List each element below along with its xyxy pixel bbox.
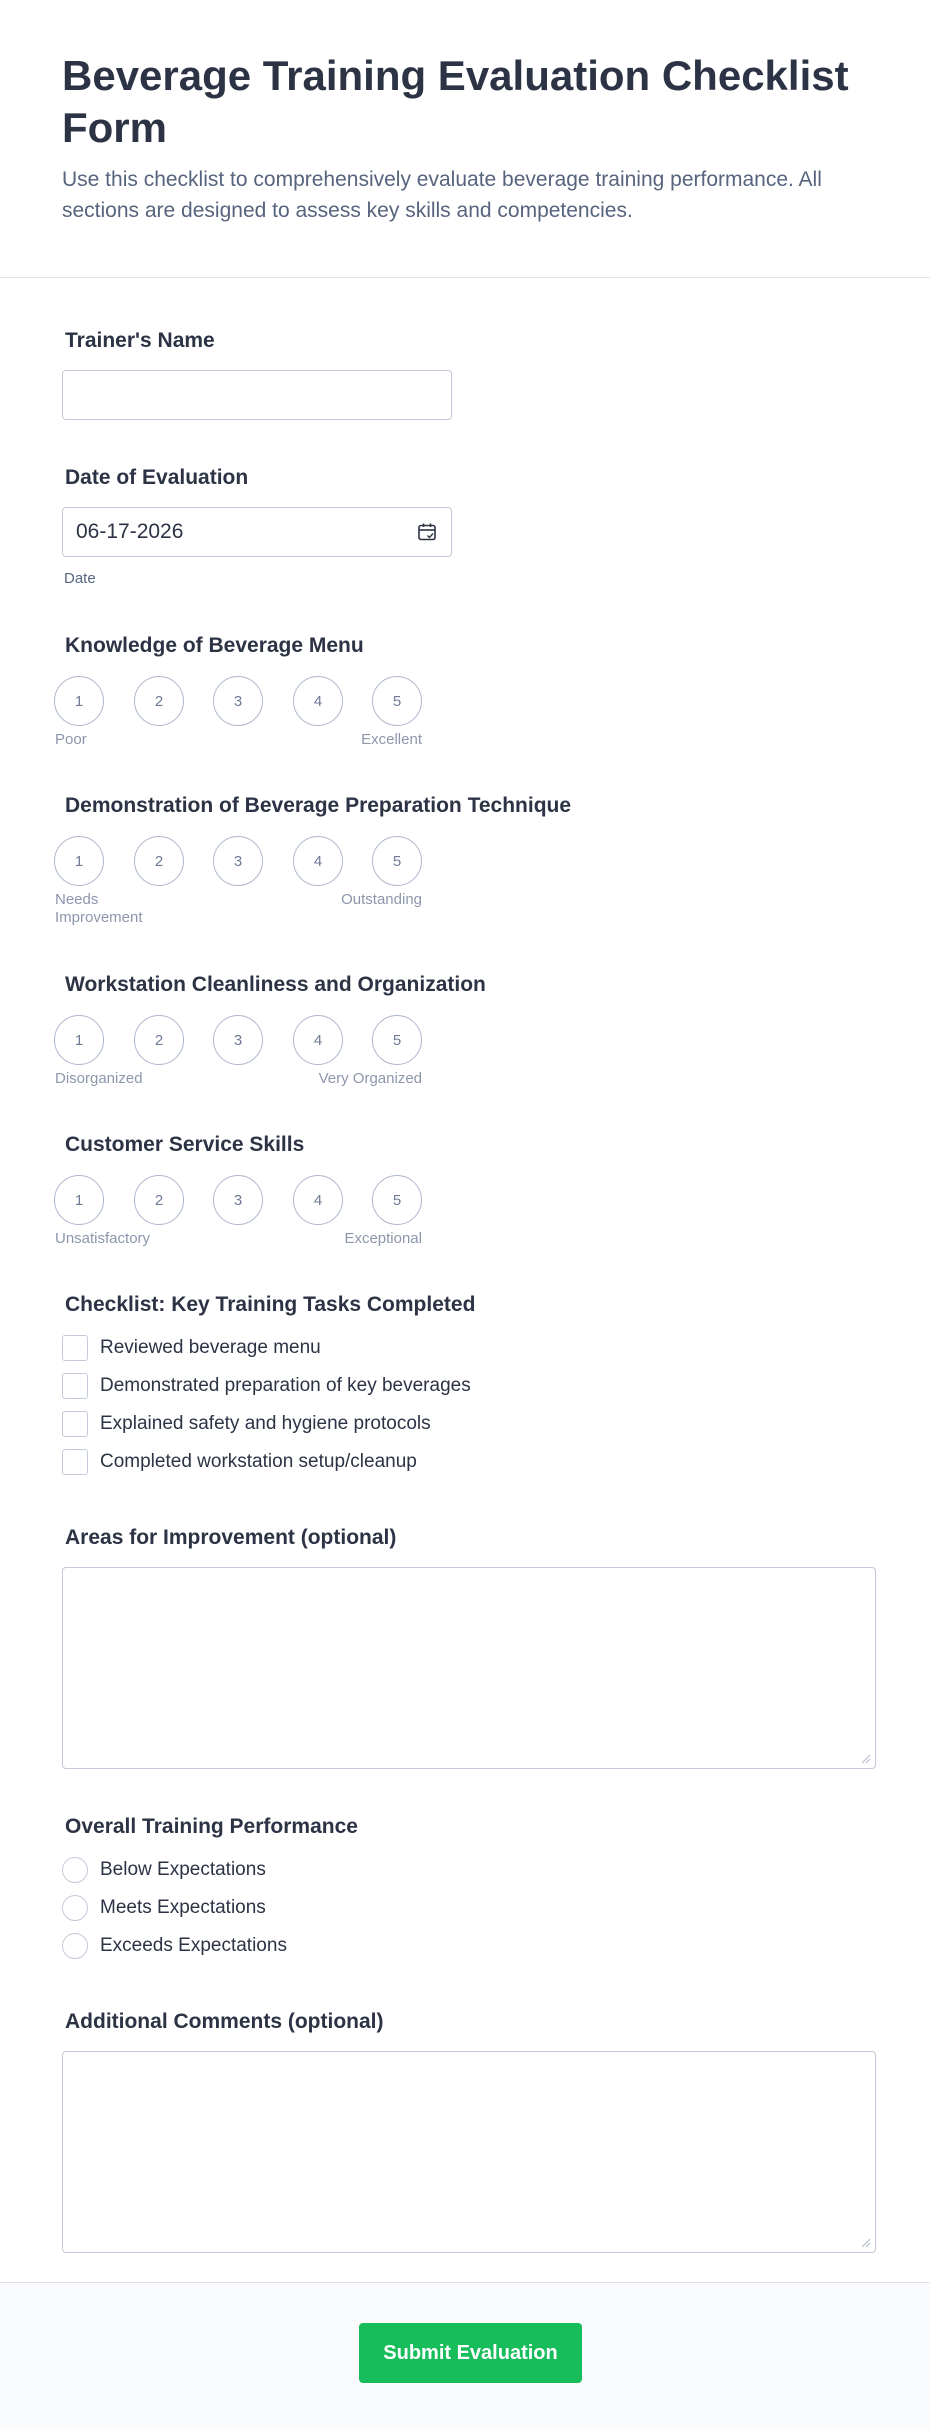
rating-low-label: Unsatisfactory [55, 1230, 151, 1247]
rating-option-4[interactable]: 4 [293, 1015, 343, 1065]
radio-button[interactable] [62, 1895, 88, 1921]
comments-label: Additional Comments (optional) [65, 2010, 384, 2033]
overall-option[interactable] [62, 1932, 287, 1960]
rating-cleanliness [54, 1015, 434, 1067]
resize-handle-icon[interactable] [861, 2238, 871, 2248]
checklist-item-label: Demonstrated preparation of key beverages [100, 1375, 471, 1396]
rating-option-3[interactable]: 3 [213, 1015, 263, 1065]
evaluation-date-input[interactable] [62, 507, 452, 557]
trainer-name-input[interactable] [62, 370, 452, 420]
evaluation-date-sublabel: Date [64, 570, 96, 587]
improvement-label: Areas for Improvement (optional) [65, 1526, 397, 1549]
rating-option-1[interactable]: 1 [54, 676, 104, 726]
rating-option-1[interactable]: 1 [54, 1175, 104, 1225]
form-footer [0, 2282, 930, 2429]
checklist-item[interactable] [62, 1410, 431, 1438]
resize-handle-icon[interactable] [861, 1754, 871, 1764]
rating-option-2[interactable]: 2 [134, 836, 184, 886]
rating-menu-knowledge-label: Knowledge of Beverage Menu [65, 634, 364, 657]
checklist-item-label: Completed workstation setup/cleanup [100, 1451, 417, 1472]
checkbox[interactable] [62, 1449, 88, 1475]
evaluation-date-value: 06-17-2026 [76, 520, 184, 543]
rating-high-label: Exceptional [344, 1230, 422, 1247]
checkbox[interactable] [62, 1411, 88, 1437]
form-title: Beverage Training Evaluation Checklist Form [62, 52, 849, 151]
overall-option-label: Exceeds Expectations [100, 1935, 287, 1956]
trainer-name-label: Trainer's Name [65, 329, 215, 352]
form-header [0, 0, 930, 278]
rating-option-5[interactable]: 5 [372, 1175, 422, 1225]
checklist-item[interactable] [62, 1448, 417, 1476]
comments-textarea[interactable] [62, 2051, 876, 2253]
rating-low-label: Needs Improvement [55, 891, 143, 926]
form-description: Use this checklist to comprehensively evaluate beverage training performance. All sections are designed to assess key skills and competencies. [62, 168, 822, 222]
rating-option-2[interactable]: 2 [134, 1175, 184, 1225]
radio-button[interactable] [62, 1933, 88, 1959]
rating-high-label: Very Organized [318, 1070, 422, 1087]
rating-preparation [54, 836, 434, 888]
checklist-item[interactable] [62, 1334, 321, 1362]
overall-option-label: Meets Expectations [100, 1897, 266, 1918]
checklist-item-label: Reviewed beverage menu [100, 1337, 321, 1358]
rating-high-label: Excellent [361, 731, 422, 748]
evaluation-date-label: Date of Evaluation [65, 466, 249, 489]
rating-option-2[interactable]: 2 [134, 1015, 184, 1065]
checkbox[interactable] [62, 1335, 88, 1361]
calendar-icon[interactable] [417, 522, 437, 542]
rating-low-label: Poor [55, 731, 87, 748]
checklist-item[interactable] [62, 1372, 471, 1400]
rating-menu-knowledge [54, 676, 434, 728]
checklist-label: Checklist: Key Training Tasks Completed [65, 1293, 476, 1316]
rating-option-5[interactable]: 5 [372, 676, 422, 726]
submit-evaluation-button[interactable]: Submit Evaluation [359, 2323, 582, 2383]
overall-option[interactable] [62, 1856, 266, 1884]
rating-low-label: Disorganized [55, 1070, 143, 1087]
rating-option-2[interactable]: 2 [134, 676, 184, 726]
overall-performance-label: Overall Training Performance [65, 1815, 358, 1838]
rating-option-3[interactable]: 3 [213, 676, 263, 726]
rating-customer-service-label: Customer Service Skills [65, 1133, 305, 1156]
rating-preparation-label: Demonstration of Beverage Preparation Technique [65, 794, 572, 817]
checkbox[interactable] [62, 1373, 88, 1399]
rating-option-1[interactable]: 1 [54, 1015, 104, 1065]
improvement-textarea[interactable] [62, 1567, 876, 1769]
overall-option[interactable] [62, 1894, 266, 1922]
overall-option-label: Below Expectations [100, 1859, 266, 1880]
rating-customer-service [54, 1175, 434, 1227]
rating-option-4[interactable]: 4 [293, 1175, 343, 1225]
rating-option-5[interactable]: 5 [372, 1015, 422, 1065]
rating-option-3[interactable]: 3 [213, 836, 263, 886]
rating-high-label: Outstanding [341, 891, 422, 908]
rating-option-5[interactable]: 5 [372, 836, 422, 886]
rating-option-3[interactable]: 3 [213, 1175, 263, 1225]
rating-option-4[interactable]: 4 [293, 836, 343, 886]
radio-button[interactable] [62, 1857, 88, 1883]
rating-cleanliness-label: Workstation Cleanliness and Organization [65, 973, 486, 996]
checklist-item-label: Explained safety and hygiene protocols [100, 1413, 431, 1434]
rating-option-1[interactable]: 1 [54, 836, 104, 886]
rating-option-4[interactable]: 4 [293, 676, 343, 726]
